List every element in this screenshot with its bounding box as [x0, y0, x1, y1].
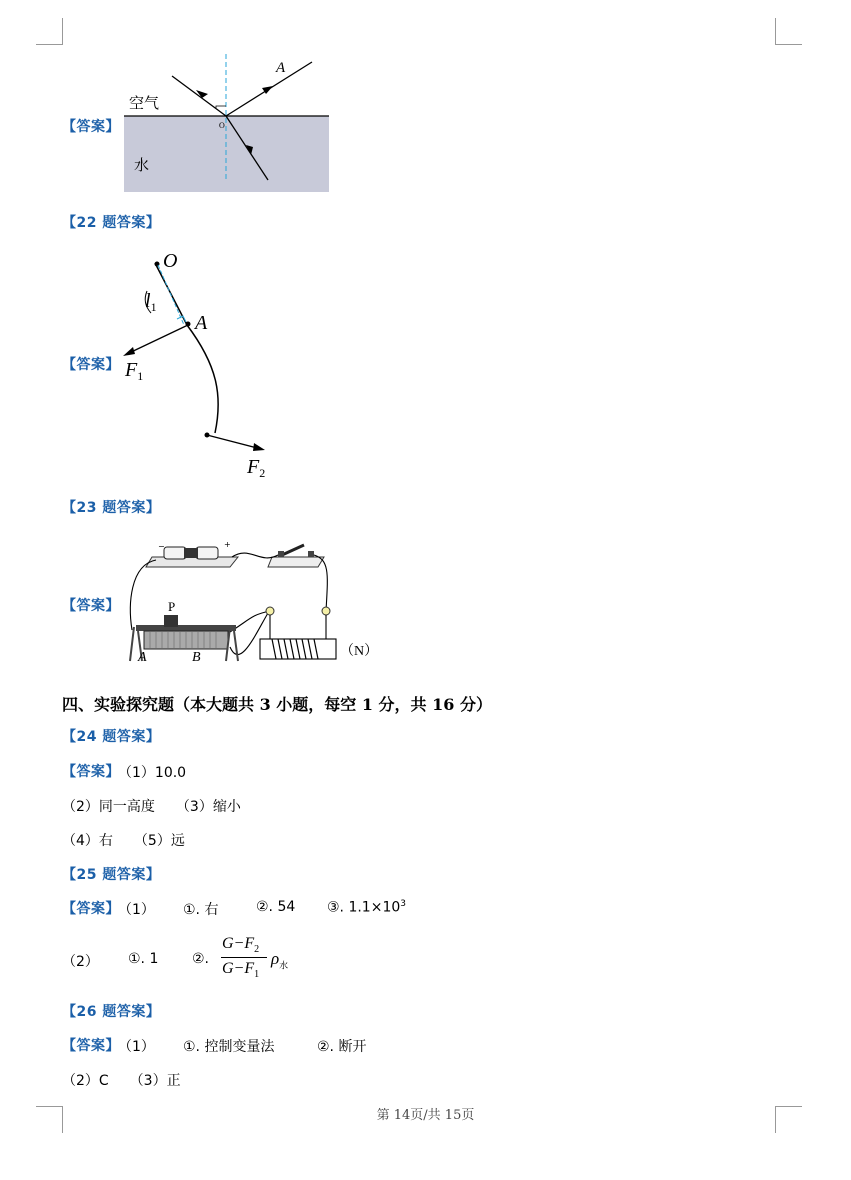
q25-part1-prefix: （1） — [118, 902, 155, 918]
F2-label: $F_2$ — [247, 456, 266, 480]
switch-terminal-1 — [278, 551, 284, 557]
fraction-bar — [221, 957, 267, 958]
crop-mark-top-right — [775, 18, 802, 45]
q26-part1-choice1: ①. 控制变量法 — [183, 1039, 275, 1055]
answer-label: 【答案】 — [62, 901, 120, 917]
F1-arrow-icon — [123, 347, 135, 356]
F2-arrow-icon — [253, 443, 265, 451]
wire — [130, 560, 156, 630]
A-terminal-label: A — [138, 650, 147, 665]
air-label: 空气 — [129, 94, 160, 112]
refraction-figure — [120, 50, 335, 200]
wire — [225, 611, 270, 635]
point-O-label: O — [219, 121, 225, 130]
A-label: A — [195, 312, 208, 334]
answer-label: 【答案】 — [62, 119, 120, 135]
battery-cell-1 — [164, 547, 186, 559]
water-label: 水 — [134, 156, 150, 174]
q24-label: 【24 题答案】 — [62, 729, 161, 745]
F1-label: $F_1$ — [125, 359, 144, 383]
q25-part1-choice2: ②. 54 — [256, 899, 296, 915]
q25-part2-prefix: （2） — [62, 954, 99, 970]
answer-label: 【答案】 — [62, 1038, 120, 1054]
terminal-2 — [322, 607, 330, 615]
crop-mark-top-left — [36, 18, 63, 45]
battery-base — [146, 557, 238, 567]
O-label: O — [163, 250, 178, 272]
answer-label: 【答案】 — [62, 598, 120, 614]
q26-part1-choice2: ②. 断开 — [317, 1039, 367, 1055]
N-label: （N） — [340, 644, 379, 659]
answer-label: 【答案】 — [62, 764, 120, 780]
minus-label: − — [158, 542, 165, 551]
q24-answer-2: （2）同一高度 （3）缩小 — [62, 799, 241, 815]
section-four-heading: 四、实验探究题（本大题共 3 小题，每空 1 分，共 16 分） — [62, 695, 492, 714]
moment-arm-line — [158, 265, 184, 325]
lever-arm — [155, 263, 218, 433]
ray-A-label: A — [276, 60, 286, 76]
q24-answer-3: （4）右 （5）远 — [62, 833, 185, 849]
plus-label: + — [224, 540, 231, 549]
rheostat-slider — [164, 615, 178, 627]
page-footer: 第 14页/共 15页 — [376, 1108, 475, 1123]
circuit-figure — [120, 535, 390, 670]
terminal-1 — [266, 607, 274, 615]
incident-ray — [172, 76, 226, 116]
battery-holder — [184, 548, 198, 558]
fraction-denominator: $G-F_1$ — [222, 960, 260, 981]
switch-base — [268, 557, 324, 567]
right-angle-mark — [216, 106, 226, 108]
battery-cell-2 — [196, 547, 218, 559]
q25-part2-choice1: ①. 1 — [128, 951, 159, 967]
incident-arrow-icon — [196, 90, 208, 98]
q25-part2-choice2: ②. — [192, 951, 210, 967]
force-F2-line — [207, 435, 261, 449]
B-terminal-label: B — [192, 650, 201, 665]
q22-label: 【22 题答案】 — [62, 215, 161, 231]
switch-lever — [282, 545, 304, 555]
q24-answer-1: （1）10.0 — [118, 765, 187, 781]
wire — [232, 553, 278, 558]
q26-answer-2: （2）C （3）正 — [62, 1073, 181, 1089]
l1-label: $l_1$ — [145, 290, 157, 314]
lever-figure — [115, 245, 285, 485]
q25-part1-choice3: ③. $1.1\times 10^3$ — [327, 899, 406, 916]
q23-label: 【23 题答案】 — [62, 500, 161, 516]
q25-label: 【25 题答案】 — [62, 867, 161, 883]
rheostat-rod — [136, 625, 236, 631]
answer-label: 【答案】 — [62, 357, 120, 373]
q26-part1-prefix: （1） — [118, 1039, 155, 1055]
q25-part1-choice1: ①. 右 — [183, 902, 219, 918]
force-F1-line — [127, 325, 188, 354]
switch-terminal-2 — [308, 551, 314, 557]
fraction-numerator: $G-F_2$ — [222, 935, 260, 956]
q26-label: 【26 题答案】 — [62, 1004, 161, 1020]
P-label: P — [168, 599, 176, 614]
rho-symbol: $\rho_水$ — [271, 949, 289, 972]
